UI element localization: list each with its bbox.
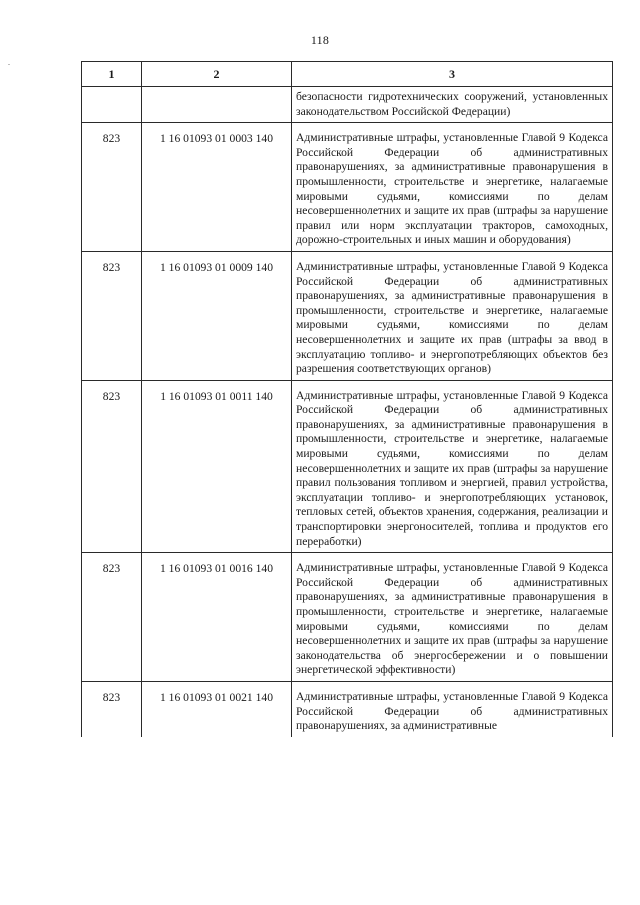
description-cell: Административные штрафы, установленные Главой 9 Кодекса Российской Федерации об административных правонарушениях, за административные правонарушения в промышленности, строительстве и энергетике, налагаемые мировыми судьями, комиссиями по делам несовершеннолетних и защите их прав (штрафы за нарушение законодательства об энергосбережении и о повышении энергетической эффективности) [292, 553, 613, 682]
table-row [82, 553, 613, 682]
budget-codes-table [81, 61, 613, 737]
description-cell: Административные штрафы, установленные Главой 9 Кодекса Российской Федерации об административных правонарушениях, за административные [292, 681, 613, 736]
kbk-code-cell: 1 16 01093 01 0016 140 [142, 553, 292, 682]
kbk-code-cell: 1 16 01093 01 0021 140 [142, 681, 292, 736]
table-row [82, 681, 613, 736]
table-row [82, 87, 613, 123]
admin-code-cell: 823 [82, 681, 142, 736]
table-header-row [82, 62, 613, 87]
page-number: 118 [310, 33, 330, 47]
column-header-1: 1 [82, 62, 142, 87]
admin-code-cell: 823 [82, 553, 142, 682]
description-cell: Административные штрафы, установленные Главой 9 Кодекса Российской Федерации об административных правонарушениях, за административные правонарушения в промышленности, строительстве и энергетике, налагаемые мировыми судьями, комиссиями по делам несовершеннолетних и защите их прав (штрафы за нарушение правил или норм эксплуатации тракторов, самоходных, дорожно-строительных и иных машин и оборудования) [292, 123, 613, 252]
table-row [82, 380, 613, 553]
description-cell: безопасности гидротехнических сооружений, установленных законодательством Российской Федерации) [292, 87, 613, 123]
kbk-code-cell [142, 87, 292, 123]
description-cell: Административные штрафы, установленные Главой 9 Кодекса Российской Федерации об административных правонарушениях, за административные правонарушения в промышленности, строительстве и энергетике, налагаемые мировыми судьями, комиссиями по делам несовершеннолетних и защите их прав (штрафы за ввод в эксплуатацию топливо- и энергопотребляющих объектов без разрешения соответствующих органов) [292, 251, 613, 380]
admin-code-cell: 823 [82, 123, 142, 252]
table-row [82, 123, 613, 252]
kbk-code-cell: 1 16 01093 01 0009 140 [142, 251, 292, 380]
column-header-2: 2 [142, 62, 292, 87]
kbk-code-cell: 1 16 01093 01 0011 140 [142, 380, 292, 553]
scan-mark: . [8, 58, 10, 67]
kbk-code-cell: 1 16 01093 01 0003 140 [142, 123, 292, 252]
admin-code-cell [82, 87, 142, 123]
table-row [82, 251, 613, 380]
admin-code-cell: 823 [82, 251, 142, 380]
admin-code-cell: 823 [82, 380, 142, 553]
description-cell: Административные штрафы, установленные Главой 9 Кодекса Российской Федерации об административных правонарушениях, за административные правонарушения в промышленности, строительстве и энергетике, налагаемые мировыми судьями, комиссиями по делам несовершеннолетних и защите их прав (штрафы за нарушение правил пользования топливом и энергией, правил устройства, эксплуатации топливо- и энергопотребляющих установок, тепловых сетей, объектов хранения, содержания, реализации и транспортировки энергоносителей, топлива и продуктов его переработки) [292, 380, 613, 553]
column-header-3: 3 [292, 62, 613, 87]
